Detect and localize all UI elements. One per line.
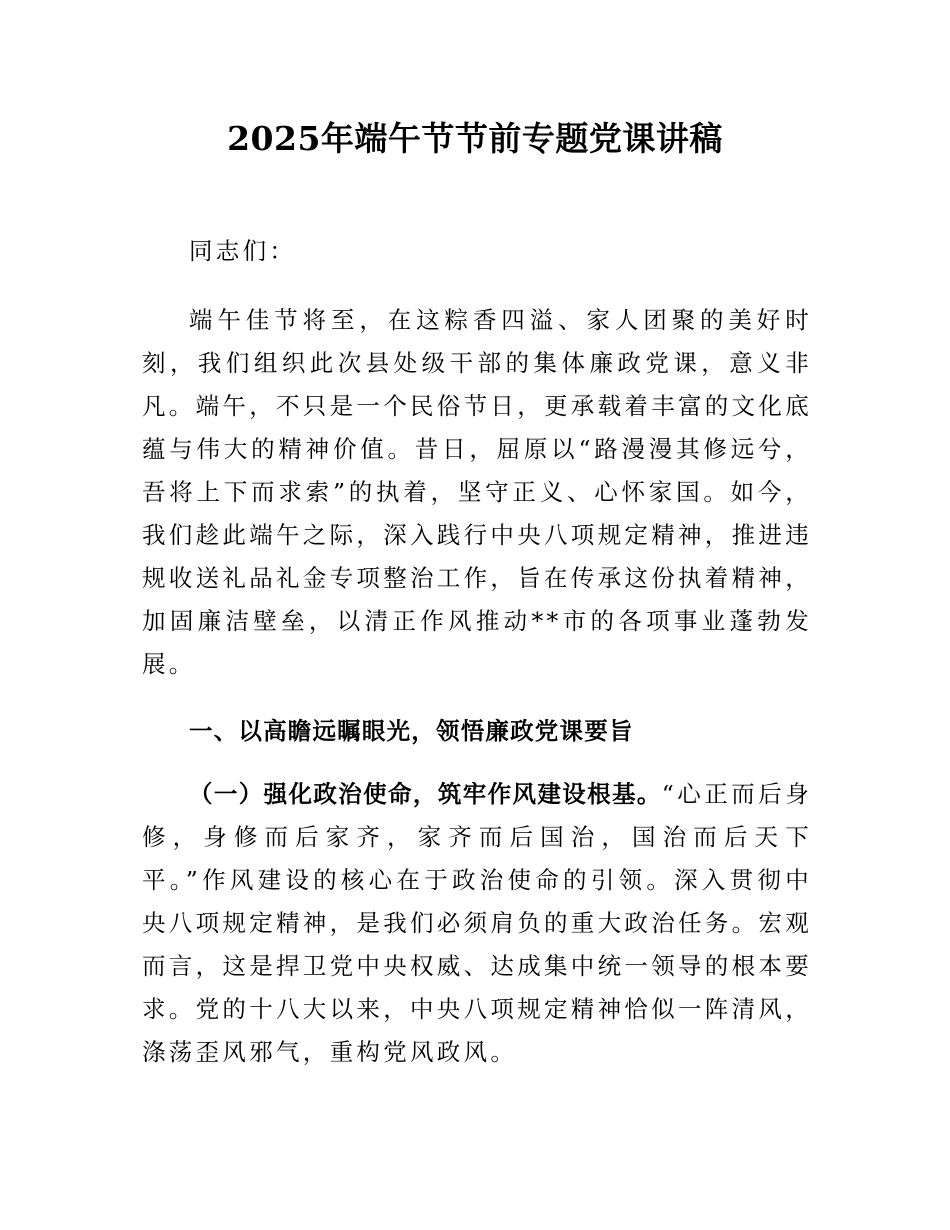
intro-paragraph: 端午佳节将至，在这粽香四溢、家人团聚的美好时刻，我们组织此次县处级干部的集体廉政党课，意义非凡。端午，不只是一个民俗节日，更承载着丰富的文化底蕴与伟大的精神价值。昔日，屈原以“路漫漫其修远兮，吾将上下而求索”的执着，坚守正义、心怀家国。如今，我们趁此端午之际，深入践行中央八项规定精神，推进违规收送礼品礼金专项整治工作，旨在传承这份执着精神，加固廉洁壁垒，以清正作风推动**市的各项事业蓬勃发展。 [142,306,812,678]
subsection-paragraph [142,773,812,1074]
document-body [142,230,812,1074]
subsection-text: “心正而后身修，身修而后家齐，家齐而后国治，国治而后天下平。”作风建设的核心在于政治使命的引领。深入贯彻中央八项规定精神，是我们必须肩负的重大政治任务。宏观而言，这是捍卫党中央权威、达成集中统一领导的根本要求。党的十八大以来，中央八项规定精神恰似一阵清风，涤荡歪风邪气，重构党风政风。 [142,780,812,1066]
document-title: 2025年端午节节前专题党课讲稿 [227,119,723,158]
section-heading: 一、以高瞻远瞩眼光，领悟廉政党课要旨 [189,717,634,745]
subsection-lead: （一）强化政治使命，筑牢作风建设根基。 [189,780,662,808]
salutation: 同志们： [189,237,297,265]
